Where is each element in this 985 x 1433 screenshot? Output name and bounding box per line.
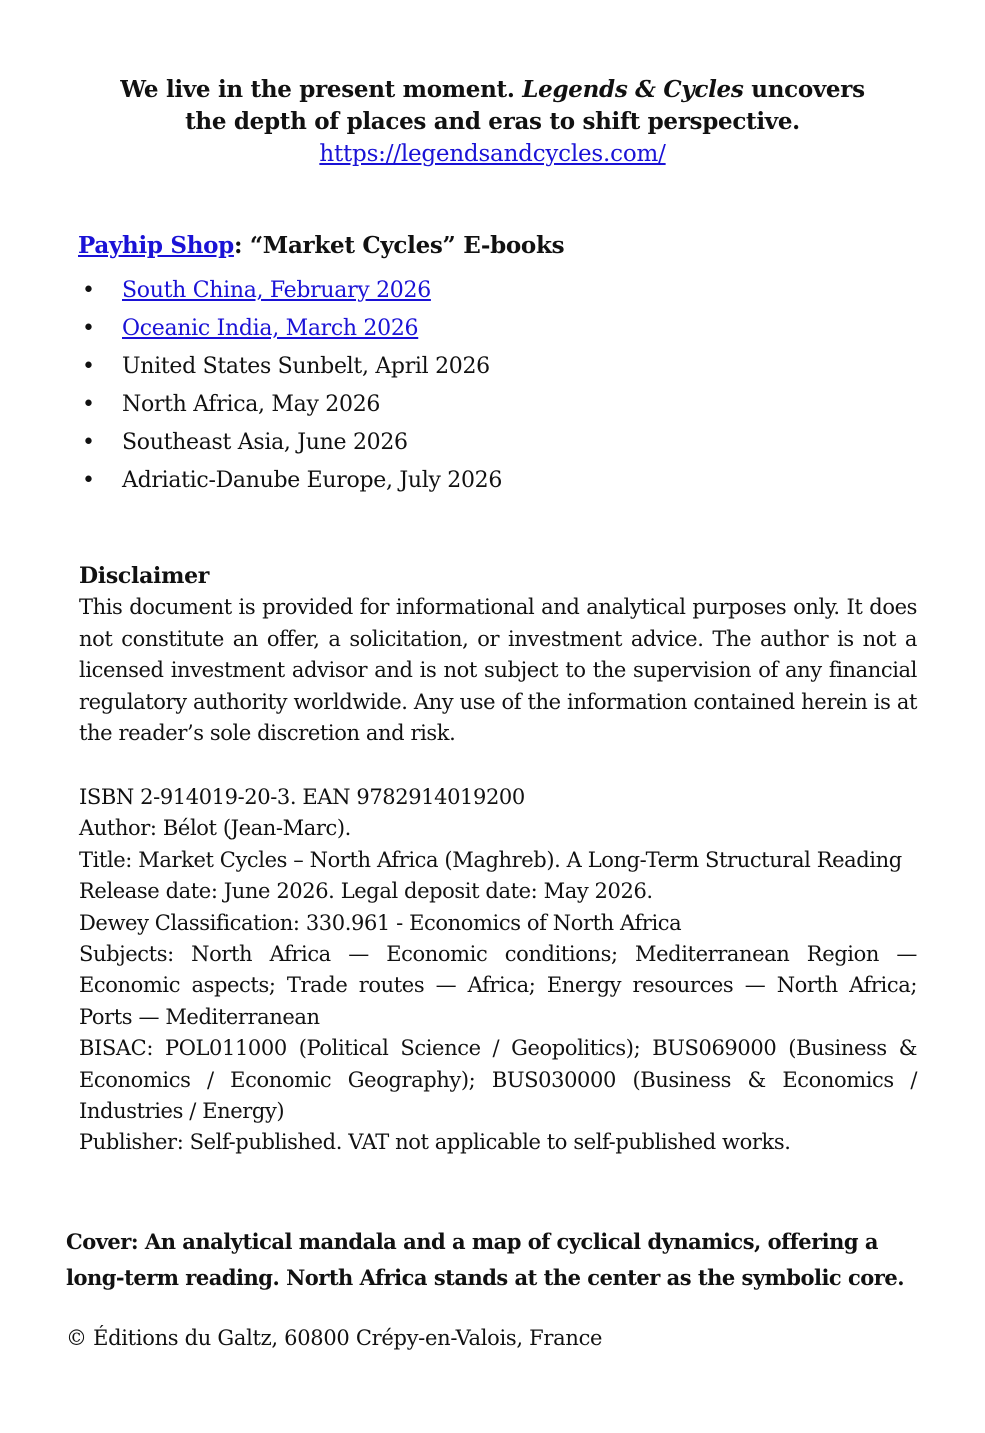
publication-metadata xyxy=(79,782,917,1159)
bullet: • xyxy=(82,354,95,379)
tagline-intro: We live in the present moment. xyxy=(120,76,515,103)
ebook-item-adriatic-danube: Adriatic-Danube Europe, July 2026 xyxy=(122,468,503,493)
bisac-line: BISAC: POL011000 (Political Science / Geopolitics); BUS069000 (Business & Economics / Economic Geography); BUS030000 (Business & Economics / Industries / Energy) xyxy=(79,1036,917,1124)
ebook-list xyxy=(78,272,918,500)
brand-name: Legends & Cycles xyxy=(522,76,744,103)
author-line: Author: Bélot (Jean-Marc). xyxy=(79,816,351,841)
dates-line: Release date: June 2026. Legal deposit date: May 2026. xyxy=(79,879,653,904)
subjects-line: Subjects: North Africa — Economic conditions; Mediterranean Region — Economic aspects; Trade routes — Africa; Energy resources — North Africa; Ports — Mediterranean xyxy=(79,942,917,1029)
copyright-line: © Éditions du Galtz, 60800 Crépy-en-Valois, France xyxy=(66,1326,603,1350)
dewey-line: Dewey Classification: 330.961 - Economics of North Africa xyxy=(79,910,682,935)
payhip-shop-link[interactable]: Payhip Shop xyxy=(78,232,234,259)
ebook-link-oceanic-india[interactable]: Oceanic India, March 2026 xyxy=(122,316,419,341)
list-item xyxy=(78,462,918,500)
shop-heading xyxy=(78,229,918,263)
disclaimer-text: This document is provided for informational and analytical purposes only. It does not constitute an offer, a solicitation, or investment advice. The author is not a licensed investment advisor and is not subject to the supervision of any financial regulatory authority worldwide. Any use of the information contained herein is at the reader’s sole discretion and risk. xyxy=(79,595,917,745)
title-line: Title: Market Cycles – North Africa (Maghreb). A Long-Term Structural Reading xyxy=(79,847,902,872)
disclaimer-title: Disclaimer xyxy=(79,563,210,589)
publisher-line: Publisher: Self-published. VAT not applicable to self-published works. xyxy=(79,1130,791,1155)
bullet: • xyxy=(82,316,95,341)
bullet: • xyxy=(82,468,95,493)
list-item xyxy=(78,424,918,462)
list-item[interactable] xyxy=(78,310,918,348)
isbn-line: ISBN 2-914019-20-3. EAN 9782914019200 xyxy=(79,785,525,809)
shop-heading-text: : “Market Cycles” E-books xyxy=(233,232,565,259)
ebook-item-southeast-asia: Southeast Asia, June 2026 xyxy=(122,430,408,455)
disclaimer-section xyxy=(79,560,917,750)
ebook-item-north-africa: North Africa, May 2026 xyxy=(122,392,381,417)
tagline-verb: uncovers xyxy=(751,76,865,103)
list-item xyxy=(78,386,918,424)
tagline-line-2: the depth of places and eras to shift perspective. xyxy=(185,108,800,135)
ebook-item-us-sunbelt: United States Sunbelt, April 2026 xyxy=(122,354,490,379)
tagline xyxy=(0,74,985,170)
website-link[interactable]: https://legendsandcycles.com/ xyxy=(319,141,666,167)
bullet: • xyxy=(82,278,95,303)
list-item[interactable] xyxy=(78,272,918,310)
list-item xyxy=(78,348,918,386)
cover-description: Cover: An analytical mandala and a map of cyclical dynamics, offering a long-term reading. North Africa stands at the center as the symbolic core. xyxy=(66,1229,905,1290)
bullet: • xyxy=(82,430,95,455)
tagline-line-1 xyxy=(0,74,985,106)
bullet: • xyxy=(82,392,95,417)
shop-section xyxy=(78,229,918,500)
ebook-link-south-china[interactable]: South China, February 2026 xyxy=(122,278,431,303)
